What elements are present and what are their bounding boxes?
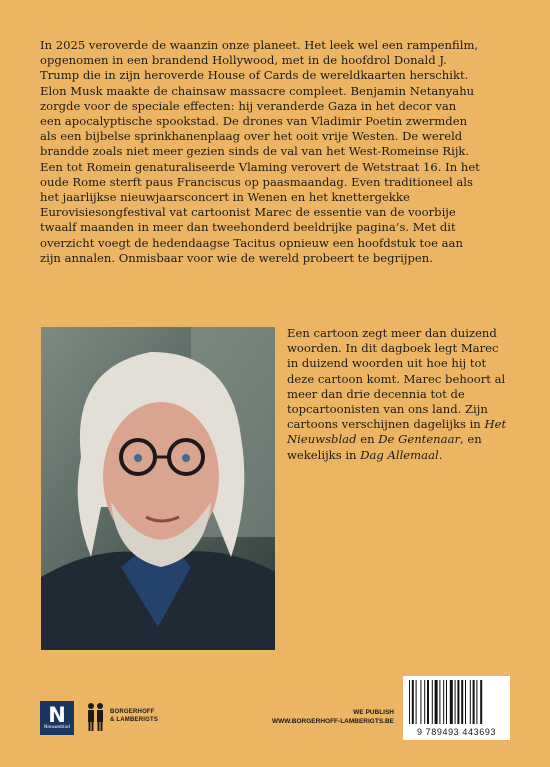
magazine-title: Dag Allemaal: [360, 447, 439, 462]
author-bio: [287, 326, 509, 463]
bio-text: Een cartoon zegt meer dan duizend woorden. In dit dagboek legt Marec in duizend woorden uit hoe hij tot deze cartoon komt. Marec behoort al meer dan drie decennia tot de topcartoonisten van ons land. Zijn cartoons verschijnen dagelijks in: [287, 326, 506, 432]
publisher-name-line: BORGERHOFF: [110, 709, 155, 715]
bio-connector: en: [356, 432, 379, 447]
publisher-website-block: [272, 709, 394, 726]
nieuwsblad-logo: [40, 701, 74, 735]
barcode-bars: [407, 680, 506, 724]
logo-caption: Nieuwsblad: [44, 725, 70, 730]
publisher-website: WWW.BORGERHOFF-LAMBERIGTS.BE: [271, 717, 394, 725]
bio-text: , en wekelijks in: [287, 432, 482, 462]
newspaper-title: Het Nieuwsblad: [287, 417, 507, 447]
back-cover-blurb: In 2025 veroverde de waanzin onze planeet. Het leek wel een rampenfilm, opgenomen in een brandend Hollywood, met in de hoofdrol Donald J. Trump die in zijn heroverde House of Cards de wereldkaarten herschikt. Elon Musk maakte de chainsaw massacre compleet. Benjamin Netanyahu zorgde voor de speciale effecten: hij veranderde Gaza in het decor van een apocalyptische spookstad. De drones van Vladimir Poetin zwermden als een bijbelse sprinkhanenplaag over het ooit vrije Westen. De wereld brandde zoals niet meer gezien sinds de val van het West-Romeinse Rijk. Een tot Romein genaturaliseerde Vlaming verovert de Wetstraat 16. In het oude Rome sterft paus Franciscus op paasmaandag. Even traditioneel als het jaarlijkse nieuwjaarsconcert in Wenen en het knettergekke Eurovisiesongfestival vat cartoonist Marec de essentie van de voorbije twaalf maanden in meer dan tweehonderd beeldrijke pagina’s. Met dit overzicht voegt de hedendaagse Tacitus opnieuw een hoofdstuk toe aan zijn annalen. Onmisbaar voor wie de wereld probeert te begrijpen.: [40, 38, 480, 265]
logo-letter: N: [48, 703, 66, 727]
publisher-name-line: & LAMBERIGTS: [110, 717, 159, 723]
author-portrait-illustration: [41, 327, 275, 650]
isbn-barcode: [403, 676, 510, 740]
bio-punctuation: .: [438, 447, 443, 462]
newspaper-title: De Gentenaar: [378, 432, 461, 447]
back-cover-footer: [0, 690, 550, 767]
publish-slogan: WE PUBLISH: [353, 709, 394, 716]
publisher-figures-icon: [86, 702, 106, 732]
author-photo: [41, 327, 275, 650]
isbn-number: 9 789493 443693: [416, 727, 497, 737]
publisher-name: [110, 708, 158, 724]
